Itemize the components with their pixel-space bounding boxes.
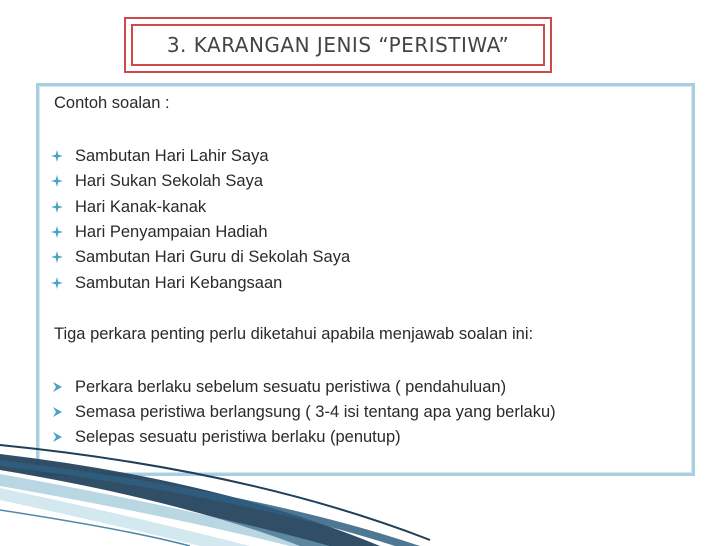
- list-item: [51, 222, 268, 242]
- diamond-bullet-icon: [51, 226, 63, 238]
- example-item-label: Sambutan Hari Kebangsaan: [75, 274, 283, 292]
- title-inner-frame: [131, 24, 545, 66]
- arrowhead-bullet-icon: [51, 431, 63, 443]
- title-frame: [124, 17, 552, 73]
- example-item-label: Hari Penyampaian Hadiah: [75, 223, 268, 241]
- list-item: [51, 377, 506, 397]
- diamond-bullet-icon: [51, 251, 63, 263]
- point-item-label: Semasa peristiwa berlangsung ( 3-4 isi tentang apa yang berlaku): [75, 403, 556, 421]
- example-item-label: Hari Kanak-kanak: [75, 198, 207, 216]
- list-item: [51, 402, 556, 422]
- diamond-bullet-icon: [51, 150, 63, 162]
- content-box: [36, 83, 695, 476]
- slide-title: 3. KARANGAN JENIS “PERISTIWA”: [166, 33, 510, 57]
- instructions-heading: Tiga perkara penting perlu diketahui apabila menjawab soalan ini:: [54, 325, 534, 343]
- example-item-label: Sambutan Hari Lahir Saya: [75, 147, 269, 165]
- point-item-label: Selepas sesuatu peristiwa berlaku (penutup): [75, 428, 401, 446]
- list-item: [51, 273, 282, 293]
- diamond-bullet-icon: [51, 277, 63, 289]
- example-item-label: Hari Sukan Sekolah Saya: [75, 172, 264, 190]
- point-item-label: Perkara berlaku sebelum sesuatu peristiwa ( pendahuluan): [75, 378, 507, 396]
- examples-heading: Contoh soalan :: [54, 94, 170, 112]
- list-item: [51, 427, 401, 447]
- arrowhead-bullet-icon: [51, 406, 63, 418]
- list-item: [51, 171, 263, 191]
- diamond-bullet-icon: [51, 201, 63, 213]
- list-item: [51, 197, 206, 217]
- arrowhead-bullet-icon: [51, 381, 63, 393]
- list-item: [51, 247, 350, 267]
- list-item: [51, 146, 269, 166]
- example-item-label: Sambutan Hari Guru di Sekolah Saya: [75, 248, 351, 266]
- diamond-bullet-icon: [51, 175, 63, 187]
